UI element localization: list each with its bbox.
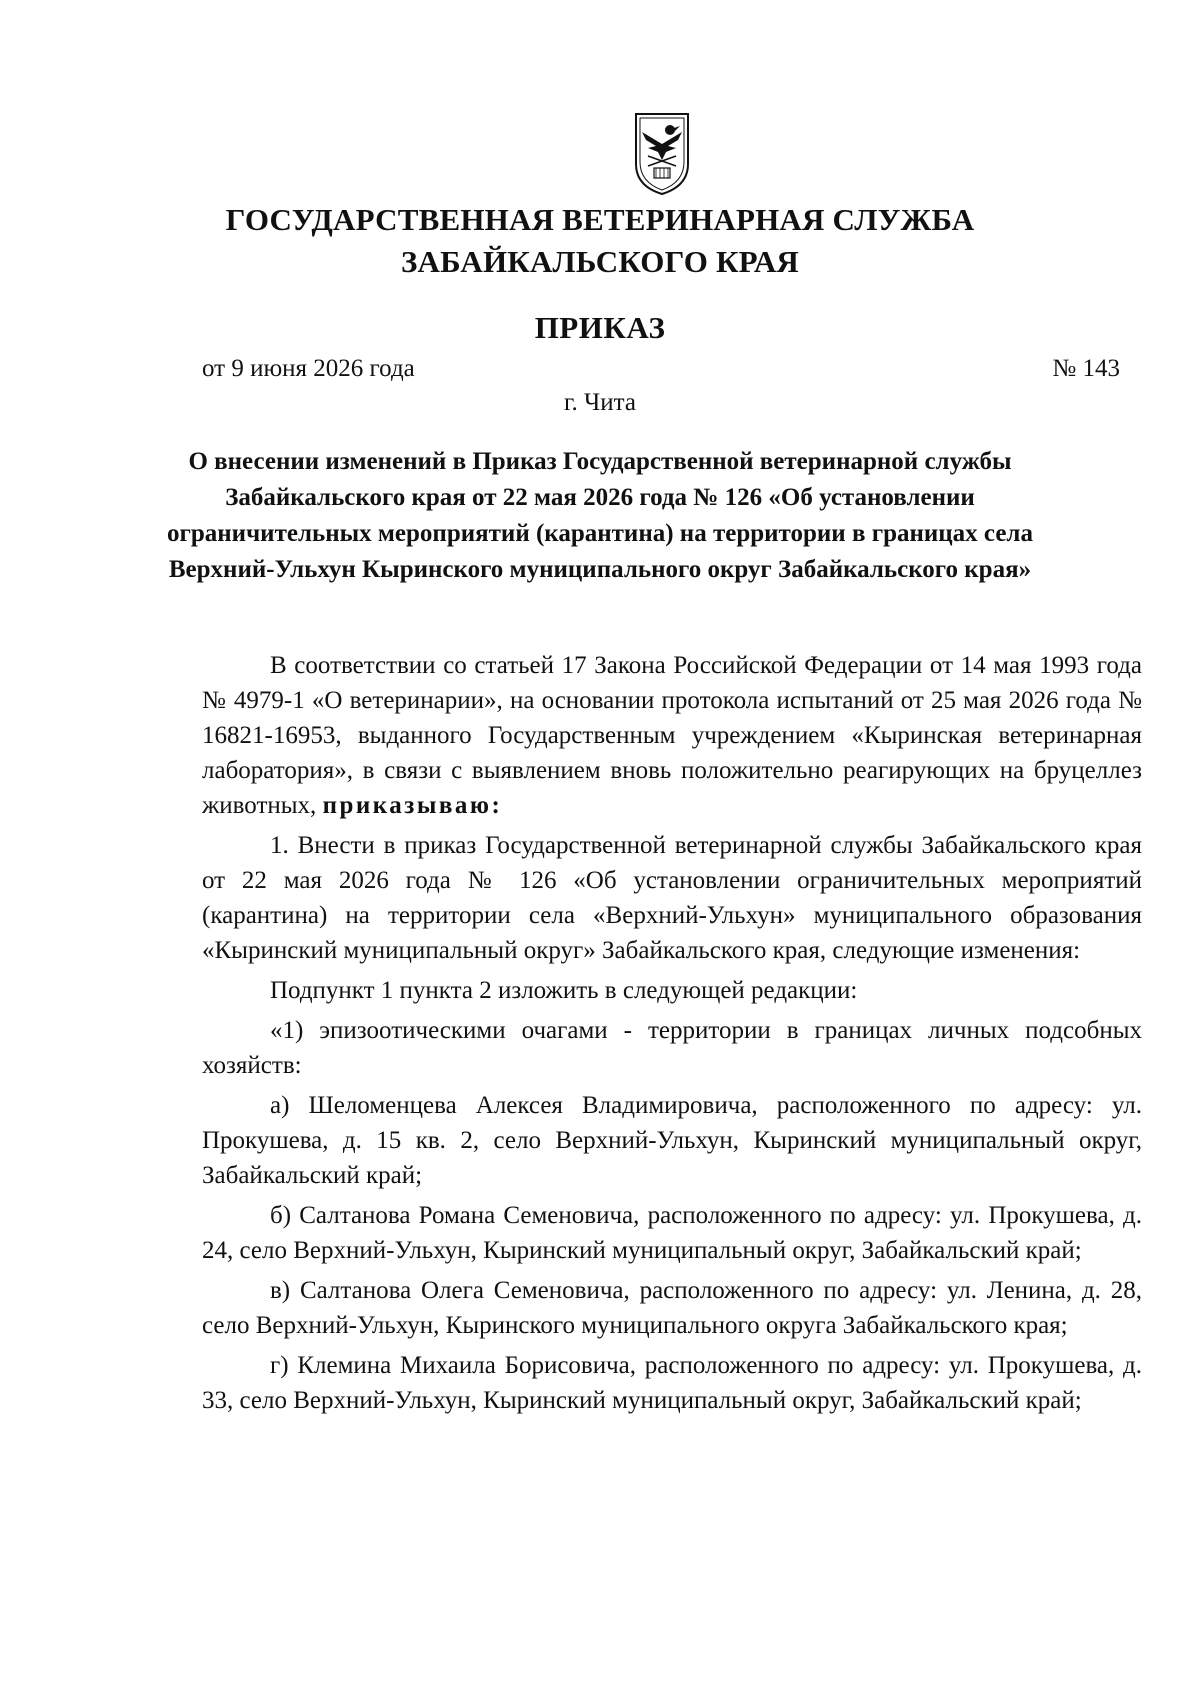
document-date: от 9 июня 2026 года (202, 355, 415, 382)
regional-coat-of-arms-icon (632, 110, 692, 196)
point-1-paragraph: 1. Внести в приказ Государственной ветеринарной службы Забайкальского края от 22 мая 2026 года № 126 «Об установлении ограничительных мероприятий (карантина) на территории села «Верхний-Ульхун» муниципального образования «Кыринский муниципальный округ» Забайкальского края, следующие изменения: (202, 832, 1142, 964)
document-subject: О внесении изменений в Приказ Государственной ветеринарной службы Забайкальского края от 22 мая 2026 года № 126 «Об установлении ограничительных мероприятий (карантина) на территории в границах села Верхний-Ульхун Кыринского муниципального округ Забайкальского края» (167, 448, 1033, 583)
document-city: г. Чита (564, 389, 636, 416)
preamble-text: В соответствии со статьей 17 Закона Российской Федерации от 14 мая 1993 года № 4979-1 «О ветеринарии», на основании протокола испытаний от 25 мая 2026 года № 16821-16953, выданного Государственным учреждением «Кыринская ветеринарная лаборатория», в связи с выявлением вновь положительно реагирующих на бруцеллез животных, (202, 652, 1142, 819)
document-body (202, 648, 1142, 1423)
item-g-paragraph: г) Клемина Михаила Борисовича, расположенного по адресу: ул. Прокушева, д. 33, село Верхний-Ульхун, Кыринский муниципальный округ, Забайкальский край; (202, 1352, 1142, 1414)
organization-name-line2: ЗАБАЙКАЛЬСКОГО КРАЯ (400, 244, 800, 279)
preamble-paragraph (202, 648, 1142, 823)
subpoint-intro-paragraph: Подпункт 1 пункта 2 изложить в следующей редакции: (270, 977, 858, 1004)
item-v-paragraph: в) Салтанова Олега Семеновича, расположенного по адресу: ул. Ленина, д. 28, село Верхний-Ульхун, Кыринского муниципального округа Забайкальского края; (202, 1277, 1142, 1339)
organization-name-line1: ГОСУДАРСТВЕННАЯ ВЕТЕРИНАРНАЯ СЛУЖБА (225, 202, 975, 237)
item-a-paragraph: а) Шеломенцева Алексея Владимировича, расположенного по адресу: ул. Прокушева, д. 15 кв. 2, село Верхний-Ульхун, Кыринский муниципальный округ, Забайкальский край; (202, 1092, 1142, 1189)
document-type-title: ПРИКАЗ (534, 310, 666, 345)
clause-1-paragraph: «1) эпизоотическими очагами - территории в границах личных подсобных хозяйств: (202, 1017, 1142, 1079)
order-word: приказываю: (322, 792, 503, 819)
document-number: № 143 (1052, 355, 1120, 382)
item-b-paragraph: б) Салтанова Романа Семеновича, расположенного по адресу: ул. Прокушева, д. 24, село Верхний-Ульхун, Кыринский муниципальный округ, Забайкальский край; (202, 1202, 1142, 1264)
